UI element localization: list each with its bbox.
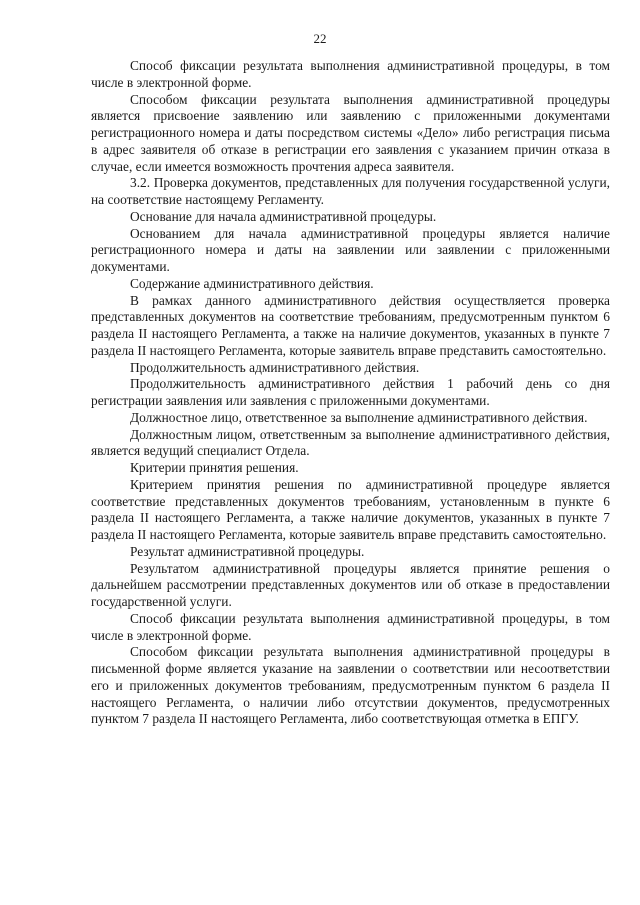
paragraph: Должностным лицом, ответственным за выполнение административного действия, является ведущий специалист Отдела. [91, 426, 610, 459]
paragraph: Способом фиксации результата выполнения административной процедуры является присвоение заявлению или заявлению с приложенными документами регистрационного номера и даты посредством системы «Дело» либо регистрация письма в адрес заявителя об отказе в регистрации его заявления с указанием причин отказа в случае, если имеется возможность прочтения адреса заявителя. [91, 91, 610, 174]
paragraph: Основание для начала административной процедуры. [130, 208, 437, 224]
page-number: 22 [313, 31, 327, 46]
paragraph: Критерии принятия решения. [130, 460, 299, 475]
paragraph: Продолжительность административного действия. [130, 359, 420, 375]
paragraph: Способ фиксации результата выполнения административной процедуры, в том числе в электронной форме. [91, 58, 610, 90]
paragraph: Результатом административной процедуры является принятие решения о дальнейшем рассмотрении представленных документов или об отказе в предоставлении государственной услуги. [91, 560, 610, 609]
paragraph: Должностное лицо, ответственное за выполнение административного действия. [130, 409, 588, 425]
paragraph: Продолжительность административного действия 1 рабочий день со дня регистрации заявления или заявления с приложенными документами. [91, 376, 610, 408]
paragraph: Способ фиксации результата выполнения административной процедуры, в том числе в электронной форме. [91, 610, 610, 643]
paragraph: Основанием для начала административной процедуры является наличие регистрационного номера и даты на заявлении или заявлении с приложенными документами. [91, 225, 610, 274]
paragraph: В рамках данного административного действия осуществляется проверка представленных документов на соответствие требованиям, предусмотренным пунктом 6 раздела II настоящего Регламента, а также на наличие документов, указанных в пункте 7 раздела II настоящего Регламента, которые заявитель вправе представить самостоятельно. [91, 292, 610, 358]
paragraph: Способом фиксации результата выполнения административной процедуры в письменной форме является указание на заявлении о соответствии или несоответствии его и приложенных документов требованиям, предусмотренным пунктом 6 раздела II настоящего Регламента, о наличии либо отсутствии документов, предусмотренных пунктом 7 раздела II настоящего Регламента, либо соответствующая отметка в ЕПГУ. [91, 644, 610, 727]
document-body [91, 58, 610, 728]
paragraph: Критерием принятия решения по административной процедуре является соответствие представленных документов требованиям, установленным в пункте 6 раздела II настоящего Регламента, а также наличие документов, указанных в пункте 7 раздела II настоящего Регламента, которые заявитель вправе представить самостоятельно. [91, 476, 610, 542]
paragraph: Содержание административного действия. [130, 275, 374, 291]
section-heading-3-2: 3.2. Проверка документов, представленных для получения государственной услуги, на соответствие настоящему Регламенту. [91, 175, 610, 207]
paragraph: Результат административной процедуры. [130, 543, 365, 559]
